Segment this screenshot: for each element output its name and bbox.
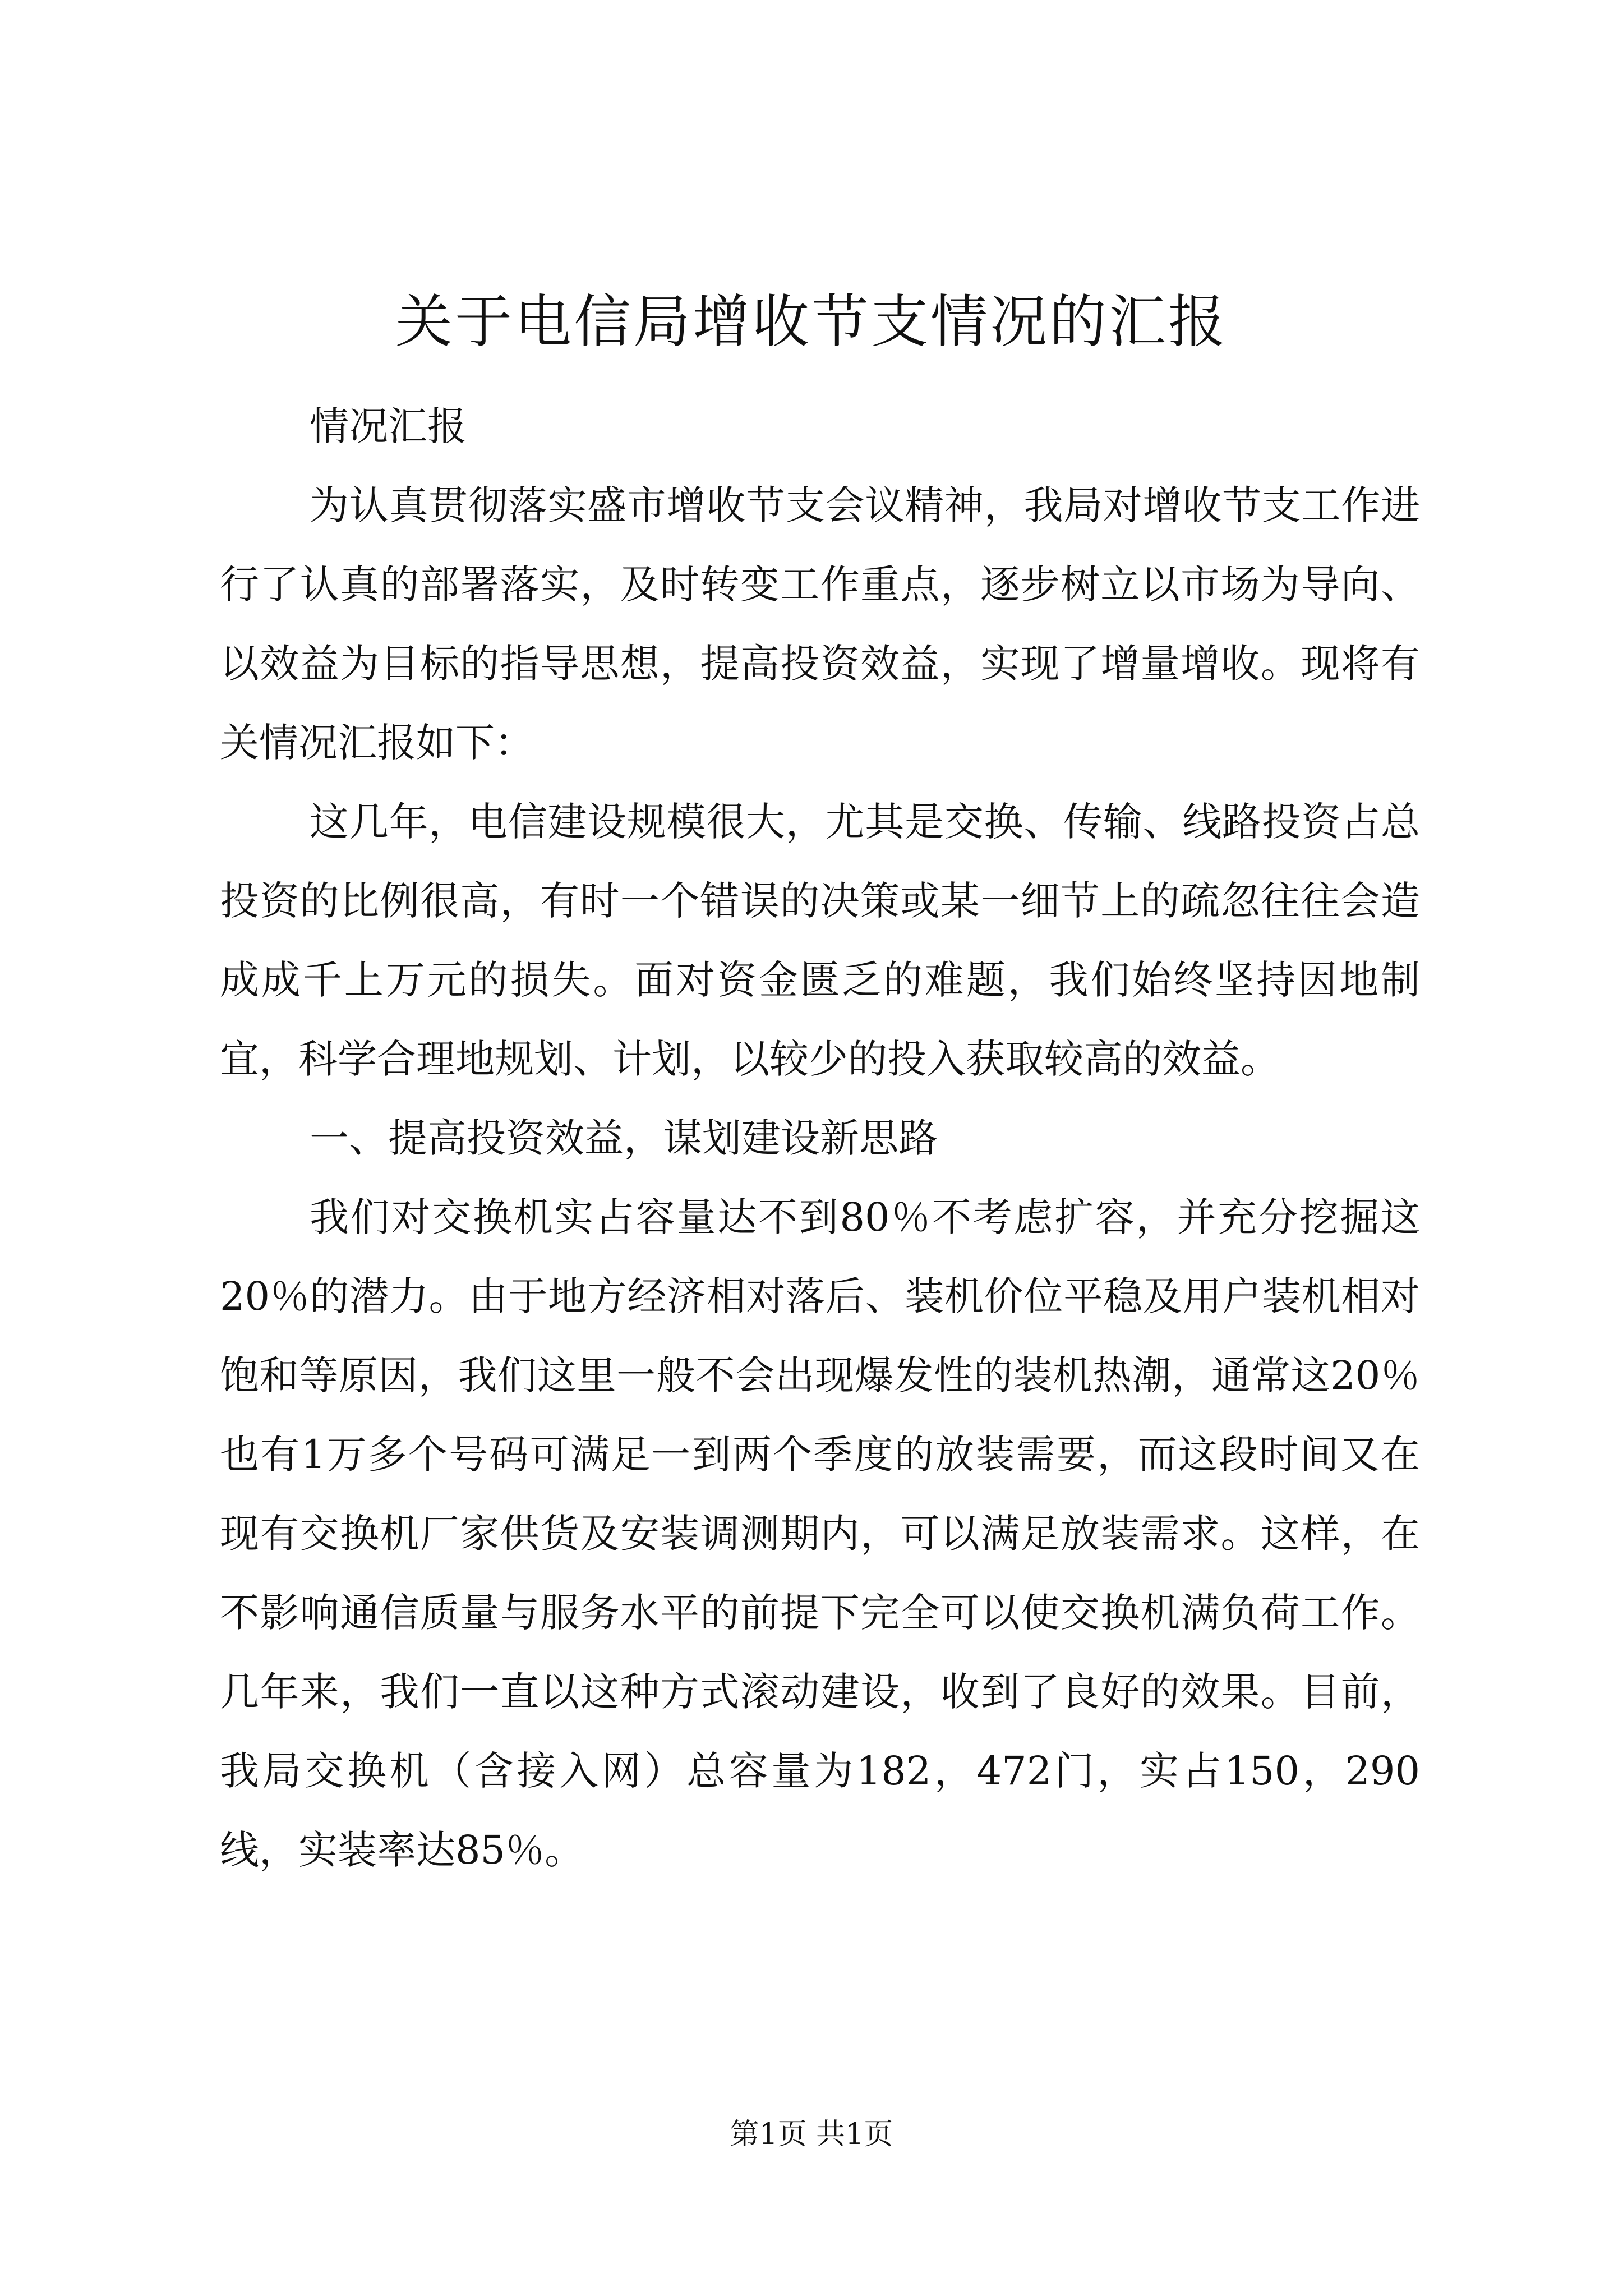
document-subtitle: 情况汇报 [310, 403, 467, 449]
section-heading: 一、提高投资效益，谋划建设新思路 [310, 1115, 938, 1161]
paragraph-background: 这几年，电信建设规模很大，尤其是交换、传输、线路投资占总投资的比例很高，有时一个错误的决策或某一细节上的疏忽往往会造成成千上万元的损失。面对资金匮乏的难题，我们始终坚持因地制宜，科学合理地规划、计划，以较少的投入获取较高的效益。 [220, 799, 1420, 1082]
paragraph-switch-capacity: 我们对交换机实占容量达不到80％不考虑扩容，并充分挖掘这20％的潜力。由于地方经济相对落后、装机价位平稳及用户装机相对饱和等原因，我们这里一般不会出现爆发性的装机热潮，通常这20％也有1万多个号码可满足一到两个季度的放装需要，而这段时间又在现有交换机厂家供货及安装调测期内，可以满足放装需求。这样，在不影响通信质量与服务水平的前提下完全可以使交换机满负荷工作。几年来，我们一直以这种方式滚动建设，收到了良好的效果。目前，我局交换机（含接入网）总容量为182，472门，实占150，290线，实装率达85％。 [220, 1194, 1420, 1873]
document-title: 关于电信局增收节支情况的汇报 [395, 289, 1228, 356]
paragraph-intro: 为认真贯彻落实盛市增收节支会议精神，我局对增收节支工作进行了认真的部署落实，及时转变工作重点，逐步树立以市场为导向、以效益为目标的指导思想，提高投资效益，实现了增量增收。现将有关情况汇报如下： [220, 482, 1420, 766]
page-footer: 第1页 共1页 [730, 2118, 893, 2151]
document-body [220, 387, 1420, 1890]
